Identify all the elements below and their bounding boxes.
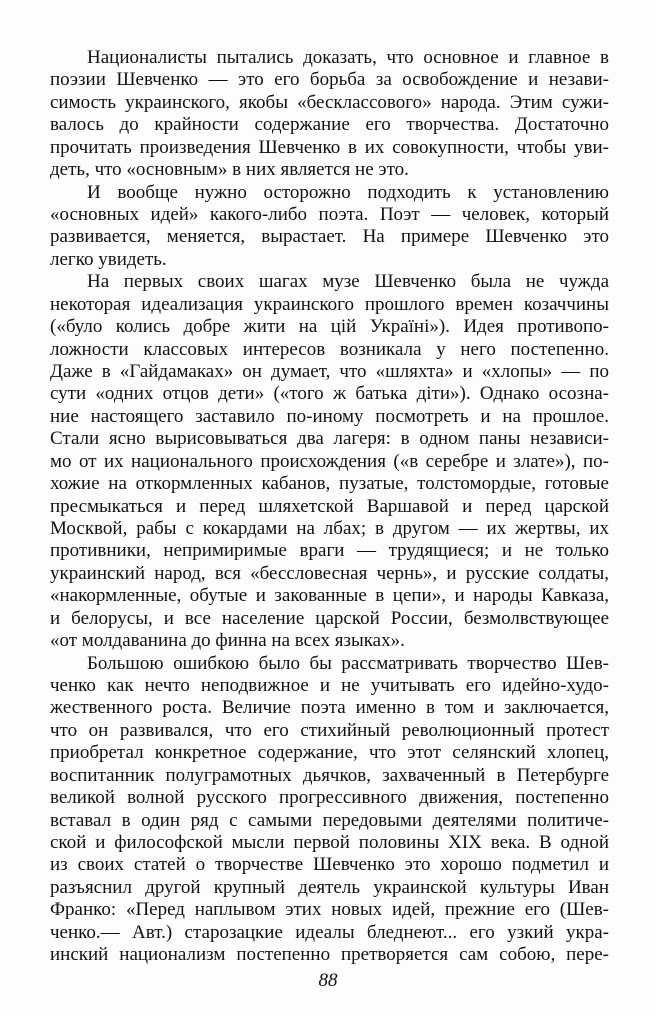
text-line: некоторая идеализация украинского прошлого времен козаччины: [50, 293, 609, 315]
text-line: деть, что «основным» в них является не это.: [50, 159, 409, 181]
text-line: пресмыкаться и перед шляхетской Варшавой и перед царской: [50, 495, 609, 517]
text-line: противники, непримиримые враги — трудящиеся; и не только: [50, 540, 609, 562]
text-line: сути «одних отцов дети» («того ж батька діти»). Однако осозна-: [50, 383, 609, 405]
text-line: валось до крайности содержание его творчества. Достаточно: [50, 114, 609, 136]
text-line: легко увидеть.: [50, 248, 167, 270]
text-line: Даже в «Гайдамаках» он думает, что «шляхта» и «хлопы» — по: [50, 360, 609, 382]
text-line: ской и философской мысли первой половины XIX века. В одной: [50, 831, 609, 853]
page-number: 88: [318, 970, 338, 991]
text-line: Москвой, рабы с кокардами на лбах; в другом — их жертвы, их: [50, 517, 609, 539]
text-line: разъяснил другой крупный деятель украинской культуры Иван: [50, 876, 609, 898]
text-line: развивается, меняется, вырастает. На примере Шевченко это: [50, 226, 609, 248]
text-line: И вообще нужно осторожно подходить к установлению: [87, 181, 609, 203]
text-line: прочитать произведения Шевченко в их совокупности, чтобы уви-: [50, 136, 609, 158]
text-line: На первых своих шагах музе Шевченко была не чужда: [87, 271, 610, 293]
text-line: ченко как нечто неподвижное и не учитывать его идейно-худо-: [50, 674, 609, 696]
text-line: ложности классовых интересов возникала у него постепенно.: [50, 338, 609, 360]
text-line: вставал в один ряд с самыми передовыми деятелями политиче-: [50, 809, 609, 831]
text-line: и белорусы, и все население царской России, безмолвствующее: [50, 607, 610, 629]
text-line: («було колись добре жити на цій Україні»). Идея противопо-: [50, 316, 609, 338]
text-line: приобретал конкретное содержание, что этот селянский хлопец,: [50, 742, 609, 764]
text-line: инский национализм постепенно претворяется сам собою, пере-: [50, 944, 609, 965]
text-line: Националисты пытались доказать, что основное и главное в: [87, 47, 610, 68]
text-line: хожие на откормленных кабанов, пузатые, толстомордые, готовые: [50, 473, 609, 495]
text-line: Большою ошибкою было бы рассматривать творчество Шев-: [87, 652, 609, 674]
text-line: ченко.— Авт.) старозацкие идеалы бледнеют... его узкий укра-: [50, 921, 609, 943]
text-line: «основных идей» какого-либо поэта. Поэт — человек, который: [50, 204, 610, 225]
text-line: «накормленные, обутые и закованные в цепи», и народы Кавказа,: [50, 585, 609, 607]
text-line: Стали ясно вырисовываться два лагеря: в одном паны независи-: [50, 428, 609, 450]
text-line: воспитанник полуграмотных дьячков, захваченный в Петербурге: [50, 764, 610, 786]
text-line: жественного роста. Величие поэта именно в том и заключается,: [50, 697, 610, 719]
text-line: великой волной русского прогрессивного движения, постепенно: [50, 787, 609, 808]
text-line: что он развивался, что его стихийный революционный протест: [50, 719, 609, 741]
text-line: украинский народ, вся «бессловесная чернь», и русские солдаты,: [50, 562, 609, 584]
text-line: из своих статей о творчестве Шевченко это хорошо подметил и: [50, 854, 609, 876]
text-line: симость украинского, якобы «бесклассового» народа. Этим сужи-: [50, 91, 609, 113]
text-line: «от молдаванина до финна на всех языках».: [50, 630, 405, 652]
text-line: Франко: «Перед наплывом этих новых идей, прежние его (Шев-: [50, 899, 609, 921]
text-line: ние настоящего заставило по-иному посмотреть и на прошлое.: [50, 405, 609, 427]
text-line: поэзии Шевченко — это его борьба за освобождение и незави-: [50, 69, 609, 91]
text-line: мо от их национального происхождения («в серебре и злате»), по-: [50, 450, 609, 472]
